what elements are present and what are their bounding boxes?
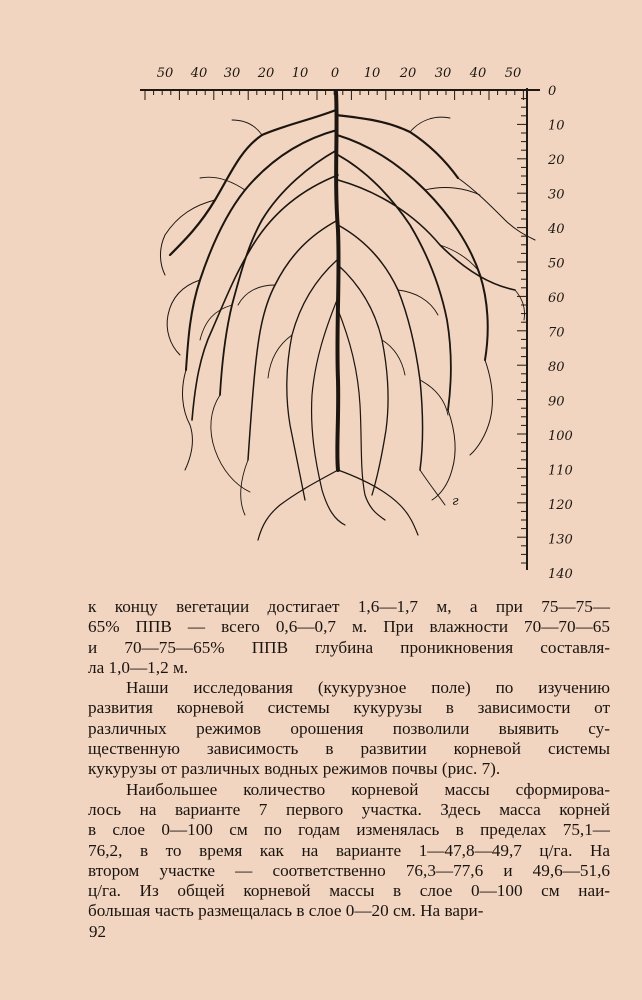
text-line: Наибольшее количество корневой массы сформирова- [126, 779, 610, 799]
text-line: к концу вегетации достигает 1,6—1,7 м, а при 75—75— [88, 597, 610, 616]
body-text [88, 597, 610, 922]
text-line: кукурузы от различных водных режимов почвы (рис. 7). [88, 759, 501, 779]
maize-root-system [160, 92, 535, 540]
top-axis-label: 40 [469, 66, 487, 81]
depth-axis-label: 140 [548, 567, 573, 582]
depth-axis-label: 130 [548, 532, 573, 548]
top-axis-label: 10 [363, 66, 381, 81]
depth-axis-label: 90 [548, 394, 565, 410]
depth-axis-label: 30 [548, 187, 565, 203]
depth-axis-label: 100 [548, 429, 573, 444]
paragraph [88, 780, 610, 922]
top-axis-label: 0 [330, 66, 340, 81]
top-width-axis [140, 66, 540, 100]
depth-axis-label: 20 [548, 153, 565, 168]
text-line: ла 1,0—1,2 м. [88, 657, 189, 677]
text-line: 65% ППВ — всего 0,6—0,7 м. При влажности 70—70—65 [88, 617, 610, 637]
depth-axis-label: 60 [548, 291, 565, 306]
depth-axis-label: 70 [548, 325, 565, 341]
paragraph [88, 597, 610, 678]
text-line: Наши исследования (кукурузное поле) по изучению [126, 678, 610, 698]
top-axis-label: 30 [223, 66, 241, 81]
page-number: 92 [89, 922, 106, 941]
paragraph [88, 678, 610, 779]
text-line: развития корневой системы кукурузы в зависимости от [88, 698, 610, 718]
text-line: в слое 0—100 см по годам изменялась в пределах 75,1— [88, 820, 610, 840]
top-axis-label: 20 [257, 66, 275, 81]
text-line: большая часть размещалась в слое 0—20 см. На вари- [88, 901, 484, 921]
depth-axis-label: 40 [548, 222, 565, 237]
text-line: втором участке — соответственно 76,3—77,6 и 49,6—51,6 [88, 860, 610, 880]
depth-axis-label: 10 [548, 118, 565, 134]
depth-axis-label: 80 [548, 360, 565, 375]
top-axis-label: 40 [190, 66, 208, 81]
depth-axis-label: 0 [548, 84, 557, 99]
depth-axis-label: 120 [548, 498, 573, 513]
top-axis-label: 50 [156, 66, 174, 81]
text-line: ц/га. Из общей корневой массы в слое 0—100 см наи- [88, 881, 610, 901]
top-axis-label: 20 [399, 66, 417, 81]
text-line: лось на варианте 7 первого участка. Здесь масса корней [88, 799, 610, 819]
text-line: щественную зависимость в развитии корневой системы [88, 739, 610, 759]
depth-axis-label: 50 [548, 256, 565, 272]
text-line: различных режимов орошения позволили выявить су- [88, 718, 610, 738]
text-line: и 70—75—65% ППВ глубина проникновения составля- [88, 637, 610, 657]
panel-label: г [452, 494, 459, 509]
top-axis-label: 30 [434, 66, 452, 81]
top-axis-label: 10 [291, 66, 309, 81]
text-line: 76,2, в то время как на варианте 1—47,8—49,7 ц/га. На [88, 840, 610, 860]
depth-axis-label: 110 [548, 463, 573, 479]
top-axis-label: 50 [504, 66, 522, 81]
depth-axis [517, 84, 573, 582]
